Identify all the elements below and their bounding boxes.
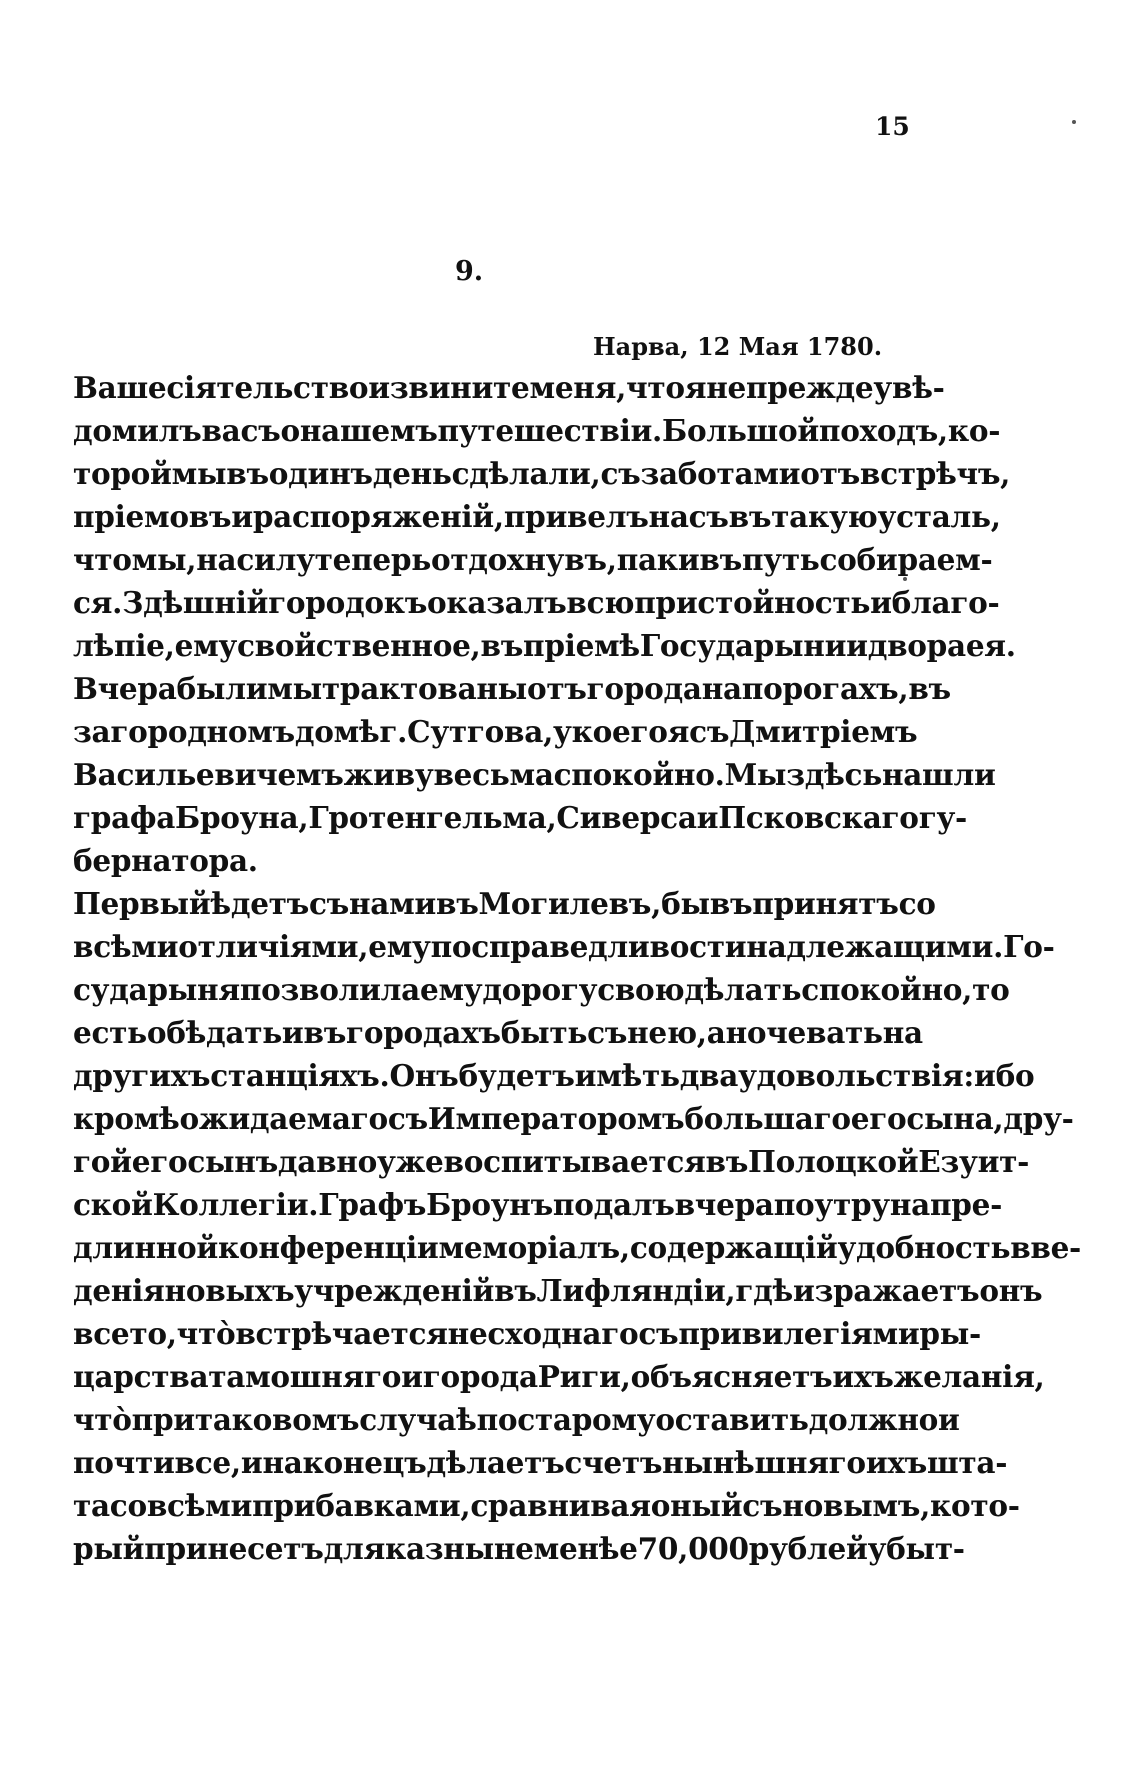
text-line: чтò при таковомъ случаѣ по старому оставить должно и: [73, 1402, 960, 1437]
text-line: длинной конференціи меморіалъ, содержащій удобность вве-: [73, 1230, 1081, 1265]
letter-body: [73, 366, 1081, 1570]
text-line: графа Броуна, Гротенгельма, Сиверса и Псковскаго гу-: [73, 800, 967, 835]
text-line: сударыня позволила ему дорогу свою дѣлать спокойно, то: [73, 972, 1010, 1007]
paragraph-2: [73, 882, 1081, 1570]
text-line: загородномъ домѣ г. Сутгова, у коего я съ Дмитріемъ: [73, 714, 918, 749]
text-line: другихъ станціяхъ. Онъ будетъ имѣть два удовольствія: ибо: [73, 1058, 1035, 1093]
dateline: Нарва, 12 Мая 1780.: [593, 332, 883, 361]
text-line: кромѣ ожидаемаго съ Императоромъ большаго его сына, дру-: [73, 1101, 1074, 1136]
text-line: гой его сынъ давно уже воспитывается въ Полоцкой Езуит-: [73, 1144, 1030, 1179]
text-line: все то, чтò встрѣчается несходнаго съ привилегіями ры-: [73, 1316, 981, 1351]
text-line: всѣми отличіями, ему по справедливости надлежащими. Го-: [73, 929, 1055, 964]
margin-speck: [1072, 120, 1076, 124]
letter-number: 9.: [455, 256, 484, 287]
text-line: есть обѣдать и въ городахъ быть съ нею, а ночевать на: [73, 1015, 923, 1050]
text-line: Васильевичемъ живу весьма спокойно. Мы здѣсь нашли: [73, 757, 996, 792]
text-line: та со всѣми прибавками, сравнивая оный съ новымъ, кото-: [73, 1488, 1020, 1523]
text-line: Вчера были мы трактованы отъ города на порогахъ, въ: [73, 671, 951, 706]
margin-speck: [903, 577, 907, 581]
text-line: торой мы въ одинъ день сдѣлали, съ заботами отъ встрѣчъ,: [73, 456, 1011, 491]
text-line: лѣпіе, ему свойственное, въ пріемѣ Государыни и двора ея.: [73, 628, 1016, 663]
page-number: 15: [875, 112, 910, 141]
text-line: Первый ѣдетъ съ нами въ Могилевъ, бывъ принятъ со: [73, 886, 936, 921]
text-line: что мы, на силу теперь отдохнувъ, паки въ путь собираем-: [73, 542, 993, 577]
text-line: денія новыхъ учрежденій въ Лифляндіи, гдѣ изражаетъ онъ: [73, 1273, 1043, 1308]
text-line: домилъ васъ о нашемъ путешествіи. Большой походъ, ко-: [73, 413, 1001, 448]
text-line: почти все, и наконецъ дѣлаетъ счетъ нынѣшняго ихъ шта-: [73, 1445, 1008, 1480]
text-line: пріемовъ и распоряженій, привелъ насъ въ такую усталь,: [73, 499, 1001, 534]
text-line: ской Коллегіи. Графъ Броунъ подалъ вчера поутру на пре-: [73, 1187, 1003, 1222]
text-line: ся. Здѣшній городокъ оказалъ всю пристойность и благо-: [73, 585, 1000, 620]
paragraph-1: [73, 366, 1016, 882]
text-line: царства тамошняго и города Риги, объясняетъ ихъ желанія,: [73, 1359, 1045, 1394]
text-line: Ваше сіятельство извините меня, что я не прежде увѣ-: [73, 370, 945, 405]
text-line: бернатора.: [73, 843, 258, 878]
text-line: рый принесетъ для казны не менѣе 70,000 рублей убыт-: [73, 1531, 965, 1566]
